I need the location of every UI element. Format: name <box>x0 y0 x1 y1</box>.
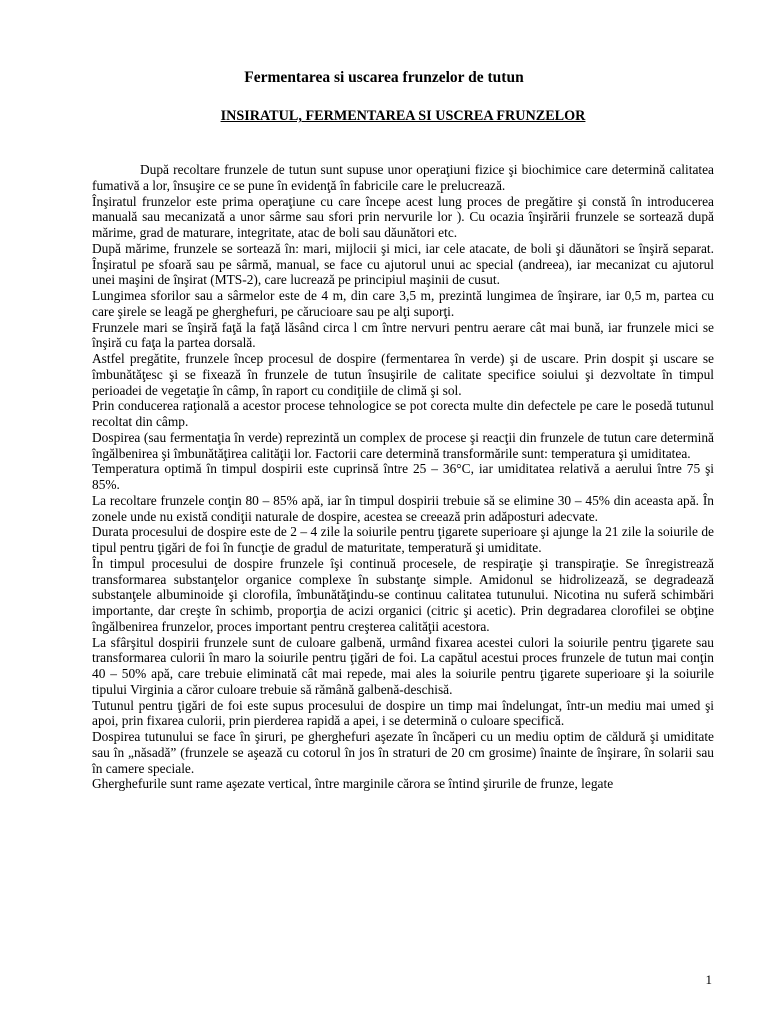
paragraph: Prin conducerea raţională a acestor procese tehnologice se pot corecta multe din defectele pe care le posedă tutunul recoltat din câmp. <box>92 398 714 429</box>
paragraph: După mărime, frunzele se sortează în: mari, mijlocii şi mici, iar cele atacate, de boli şi dăunători se înşiră separat. Înşiratul pe sfoară sau pe sârmă, manual, se face cu ajutorul unui ac special (andreea), iar mecanizat cu ajutorul unei maşini de înşirat (MTS-2), care lucrează pe principiul maşinii de cusut. <box>92 240 714 288</box>
document-subtitle: INSIRATUL, FERMENTAREA SI USCREA FRUNZELOR <box>220 108 586 124</box>
paragraph: Temperatura optimă în timpul dospirii este cuprinsă între 25 – 36°C, iar umiditatea relativă a aerului între 75 şi 85%. <box>92 461 714 492</box>
document-title: Fermentarea si uscarea frunzelor de tutun <box>244 69 524 86</box>
paragraph: Lungimea sforilor sau a sârmelor este de 4 m, din care 3,5 m, prezintă lungimea de înşirare, iar 0,5 m, partea cu care şirele se leagă pe gherghefuri, pe cărucioare sau pe alţi suporţi. <box>92 288 714 319</box>
document-body <box>92 162 714 792</box>
paragraph: Astfel pregătite, frunzele încep procesul de dospire (fermentarea în verde) şi de uscare. Prin dospit şi uscare se îmbunătăţesc şi se fixează în frunzele de tutun însuşirile de calitate specifice soiului şi dezvoltate în timpul perioadei de vegetaţie în câmp, în raport cu condiţiile de climă şi sol. <box>92 351 714 398</box>
paragraph: Frunzele mari se înşiră faţă la faţă lăsând circa l cm între nervuri pentru aerare cât mai bună, iar frunzele mici se înşiră cu faţa la partea dorsală. <box>92 319 714 351</box>
paragraph: Dospirea (sau fermentaţia în verde) reprezintă un complex de procese şi reacţii din frunzele de tutun care determină îngălbenirea şi îmbunătăţirea calităţii lor. Factorii care determină transformările sunt: temperatura şi umiditatea. <box>92 429 714 461</box>
paragraph: Tutunul pentru ţigări de foi este supus procesului de dospire un timp mai îndelungat, într-un mediu mai umed şi apoi, prin fixarea culorii, prin pierderea rapidă a apei, i se determină o culoare specifică. <box>92 697 714 729</box>
paragraph: Înşiratul frunzelor este prima operaţiune cu care începe acest lung proces de pregătire şi constă în introducerea manuală sau mecanizată a unor sârme sau sfori prin nervurile lor ). Cu ocazia înşirării frunzele se sortează după mărime, grad de maturare, integritate, atac de boli sau dăunători etc. <box>92 193 714 240</box>
paragraph: Durata procesului de dospire este de 2 – 4 zile la soiurile pentru ţigarete superioare şi ajunge la 21 zile la soiurile de tipul pentru ţigări de foi în funcţie de gradul de maturitate, temperatură şi umiditate. <box>92 524 714 555</box>
paragraph: Gherghefurile sunt rame aşezate vertical, între marginile cărora se întind şirurile de frunze, legate <box>92 776 614 792</box>
page-number: 1 <box>705 972 712 987</box>
paragraph: La recoltare frunzele conţin 80 – 85% apă, iar în timpul dospirii trebuie să se elimine 30 – 45% din aceasta apă. În zonele unde nu există condiţii naturale de dospire, acestea se creează prin adăposturi adecvate. <box>92 492 714 524</box>
paragraph: La sfârşitul dospirii frunzele sunt de culoare galbenă, urmând fixarea acestei culori la soiurile pentru ţigarete sau transformarea culorii în maro la soiurile pentru ţigări de foi. La capătul acestui proces frunzele de tutun mai conţin 40 – 50% apă, care trebuie eliminată cât mai repede, mai ales la soiurile pentru ţigarete superioare şi la soiurile tipului Virginia a căror culoare trebuie să rămână galbenă-deschisă. <box>92 634 714 697</box>
paragraph: După recoltare frunzele de tutun sunt supuse unor operaţiuni fizice şi biochimice care determină calitatea fumativă a lor, însuşire ce se pune în evidenţă în fabricile care le prelucrează. <box>92 162 714 193</box>
paragraph: Dospirea tutunului se face în şiruri, pe gherghefuri aşezate în încăperi cu un mediu optim de căldură şi umiditate sau în „năsadă” (frunzele se aşează cu cotorul în jos în straturi de 20 cm grosime) înainte de înşirare, în solarii sau în camere speciale. <box>92 729 714 776</box>
paragraph: În timpul procesului de dospire frunzele îşi continuă procesele, de respiraţie şi transpiraţie. Se înregistrează transformarea substanţelor organice complexe în substanţe simple. Amidonul se hidrolizează, se degradează substanţele albuminoide şi clorofila, îmbunătăţindu-se continuu calitatea tutunului. Nicotina nu suferă schimbări importante, dar creşte în schimb, proporţia de acizi organici (citric şi acetic). Prin degradarea clorofilei se obţine îngălbenirea frunzelor, proces important pentru creşterea calităţii acestora. <box>92 555 714 634</box>
